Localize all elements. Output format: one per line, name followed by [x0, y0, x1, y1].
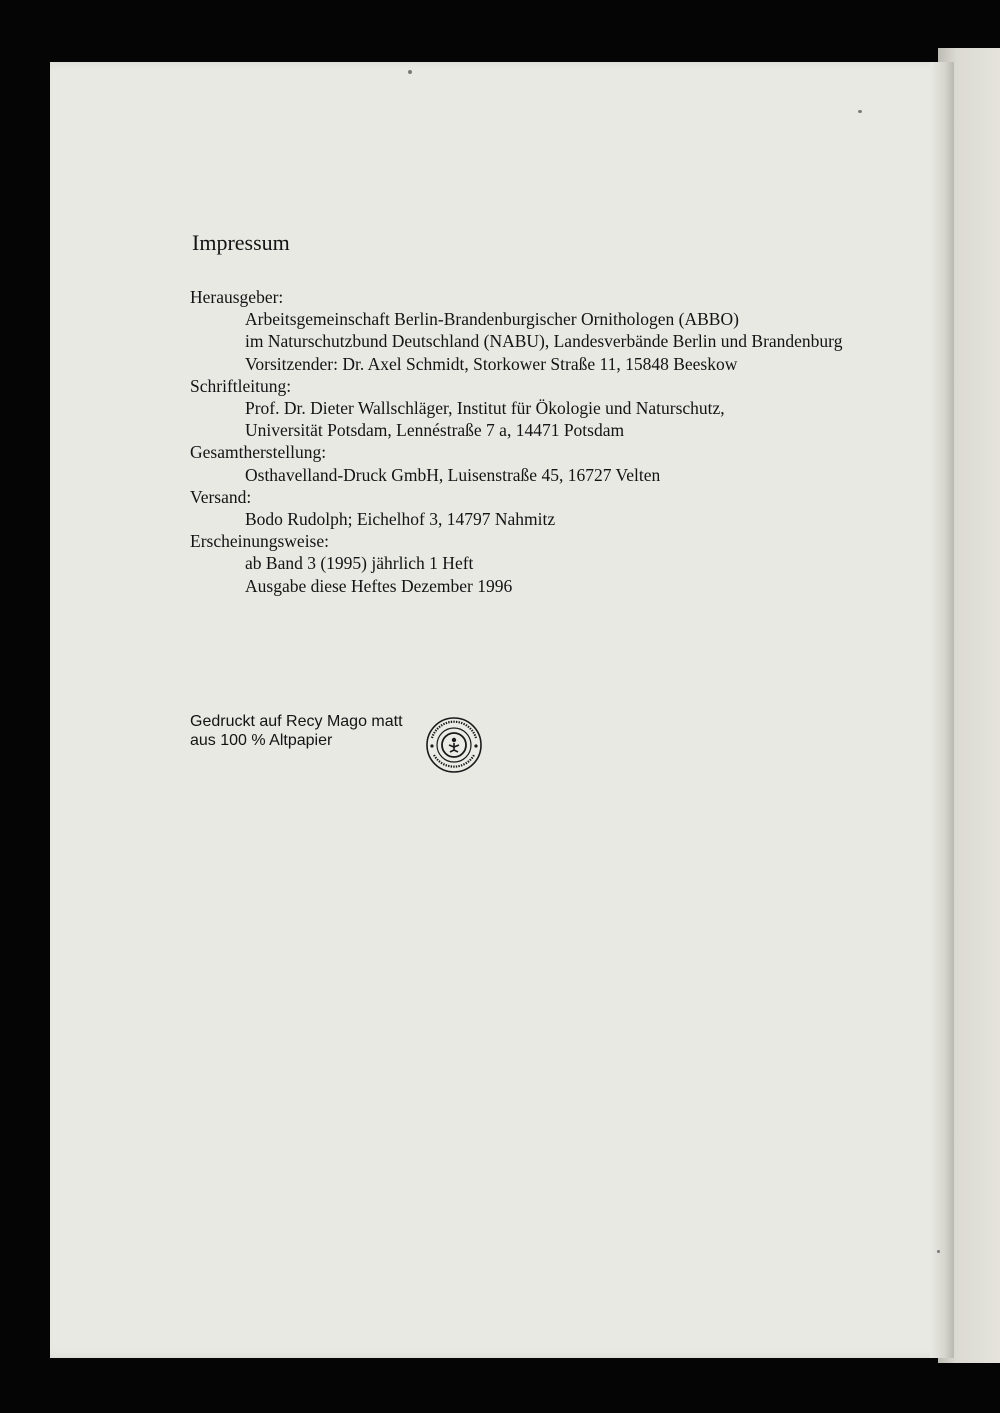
section-label: Herausgeber:	[190, 287, 284, 307]
dust-speck	[937, 1250, 940, 1253]
section-line: Arbeitsgemeinschaft Berlin-Brandenburgischer Ornithologen (ABBO)	[245, 309, 739, 330]
section-line: Ausgabe diese Heftes Dezember 1996	[245, 575, 513, 596]
section-line: Bodo Rudolph; Eichelhof 3, 14797 Nahmitz	[245, 509, 556, 530]
section-label: Gesamtherstellung:	[190, 442, 327, 463]
section-publication-frequency	[190, 530, 910, 597]
section-line: Osthavelland-Druck GmbH, Luisenstraße 45, 16727 Velten	[245, 464, 661, 485]
section-production	[190, 441, 910, 485]
paper-note-line: Gedruckt auf Recy Mago matt	[190, 713, 403, 730]
section-line: ab Band 3 (1995) jährlich 1 Heft	[245, 553, 474, 574]
paper-note	[190, 712, 403, 750]
section-line: im Naturschutzbund Deutschland (NABU), Landesverbände Berlin und Brandenburg	[245, 331, 843, 352]
impressum-block	[190, 286, 910, 597]
blue-angel-eco-label-icon	[425, 716, 483, 774]
section-label: Erscheinungsweise:	[190, 531, 329, 552]
section-editorial	[190, 375, 910, 442]
document-page	[50, 62, 950, 1358]
section-publisher	[190, 286, 910, 375]
page-title: Impressum	[192, 230, 290, 255]
page-curl-shadow	[930, 62, 954, 1358]
paper-note-line: aus 100 % Altpapier	[190, 732, 333, 749]
section-line: Universität Potsdam, Lennéstraße 7 a, 14471 Potsdam	[245, 420, 625, 441]
dust-speck	[408, 70, 412, 74]
section-label: Versand:	[190, 486, 252, 507]
section-shipping	[190, 486, 910, 530]
section-line: Vorsitzender: Dr. Axel Schmidt, Storkower Straße 11, 15848 Beeskow	[245, 353, 738, 374]
section-line: Prof. Dr. Dieter Wallschläger, Institut für Ökologie und Naturschutz,	[245, 398, 725, 419]
dust-speck	[858, 110, 862, 113]
section-label: Schriftleitung:	[190, 375, 292, 396]
